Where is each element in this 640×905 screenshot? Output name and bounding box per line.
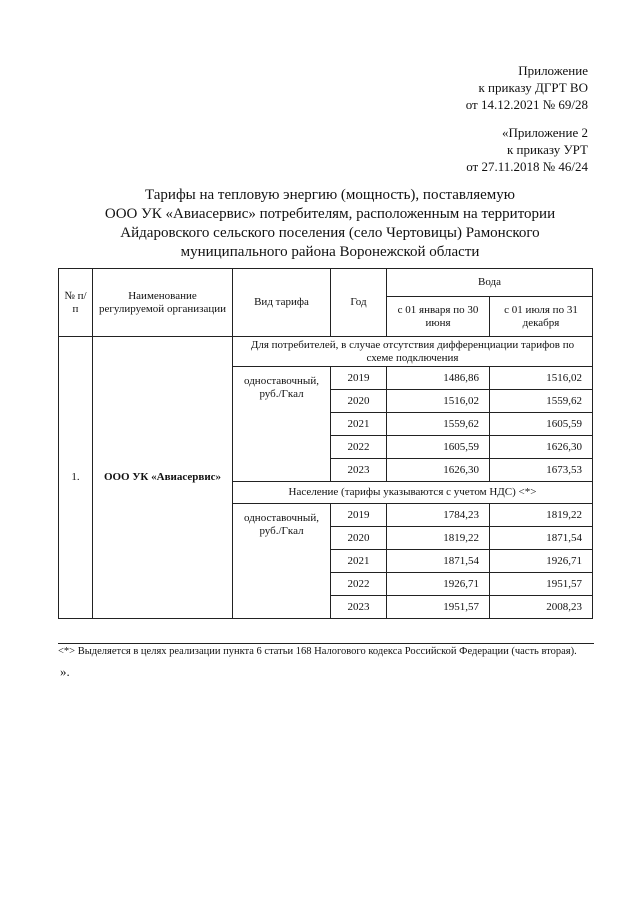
title-line: Айдаровского сельского поселения (село Чертовицы) Рамонского (120, 225, 540, 241)
value-cell: 2008,23 (490, 596, 593, 619)
organization-name: ООО УК «Авиасервис» (93, 337, 233, 619)
header-num: № п/п (59, 269, 93, 337)
appendix-line: Приложение (518, 63, 588, 78)
value-cell: 1516,02 (490, 367, 593, 390)
header-period-1: с 01 января по 30 июня (387, 297, 490, 337)
year-cell: 2022 (331, 436, 387, 459)
value-cell: 1673,53 (490, 459, 593, 482)
year-cell: 2020 (331, 527, 387, 550)
value-cell: 1871,54 (490, 527, 593, 550)
year-cell: 2021 (331, 413, 387, 436)
year-cell: 2023 (331, 459, 387, 482)
closing-quote: ». (60, 664, 70, 679)
value-cell: 1559,62 (387, 413, 490, 436)
appendix-line: от 14.12.2021 № 69/28 (465, 97, 588, 112)
tariff-type: одноставочный, руб./Гкал (233, 504, 331, 619)
header-year: Год (331, 269, 387, 337)
year-cell: 2021 (331, 550, 387, 573)
value-cell: 1819,22 (387, 527, 490, 550)
appendix-line: к приказу УРТ (506, 142, 588, 157)
year-cell: 2019 (331, 504, 387, 527)
table-header-row (59, 269, 593, 297)
year-cell: 2022 (331, 573, 387, 596)
appendix-line: «Приложение 2 (501, 125, 588, 140)
group-label: Население (тарифы указываются с учетом НДС) <*> (233, 482, 593, 504)
title-line: Тарифы на тепловую энергию (мощность), поставляемую (144, 187, 516, 203)
year-cell: 2019 (331, 367, 387, 390)
value-cell: 1951,57 (387, 596, 490, 619)
row-number: 1. (59, 337, 93, 619)
value-cell: 1926,71 (387, 573, 490, 596)
header-org: Наименование регулируемой организации (93, 269, 233, 337)
header-water: Вода (387, 269, 593, 297)
value-cell: 1605,59 (387, 436, 490, 459)
value-cell: 1516,02 (387, 390, 490, 413)
value-cell: 1871,54 (387, 550, 490, 573)
value-cell: 1784,23 (387, 504, 490, 527)
original-appendix-header (466, 124, 588, 175)
tariff-table (58, 268, 593, 619)
value-cell: 1819,22 (490, 504, 593, 527)
group-label: Для потребителей, в случае отсутствия дифференциации тарифов по схеме подключения (233, 337, 593, 367)
value-cell: 1559,62 (490, 390, 593, 413)
document-title (60, 186, 600, 262)
value-cell: 1626,30 (387, 459, 490, 482)
value-cell: 1951,57 (490, 573, 593, 596)
title-line: муниципального района Воронежской области (180, 244, 480, 260)
group-label-row (59, 337, 593, 367)
header-type: Вид тарифа (233, 269, 331, 337)
appendix-header (466, 62, 588, 113)
year-cell: 2020 (331, 390, 387, 413)
value-cell: 1605,59 (490, 413, 593, 436)
year-cell: 2023 (331, 596, 387, 619)
value-cell: 1926,71 (490, 550, 593, 573)
value-cell: 1626,30 (490, 436, 593, 459)
appendix-line: к приказу ДГРТ ВО (478, 80, 588, 95)
tariff-type: одноставочный, руб./Гкал (233, 367, 331, 482)
value-cell: 1486,86 (387, 367, 490, 390)
title-line: ООО УК «Авиасервис» потребителям, расположенным на территории (104, 206, 556, 222)
footnote: <*> Выделяется в целях реализации пункта 6 статьи 168 Налогового кодекса Российской Федерации (часть вторая). (58, 643, 594, 657)
header-period-2: с 01 июля по 31 декабря (490, 297, 593, 337)
appendix-line: от 27.11.2018 № 46/24 (466, 159, 588, 174)
